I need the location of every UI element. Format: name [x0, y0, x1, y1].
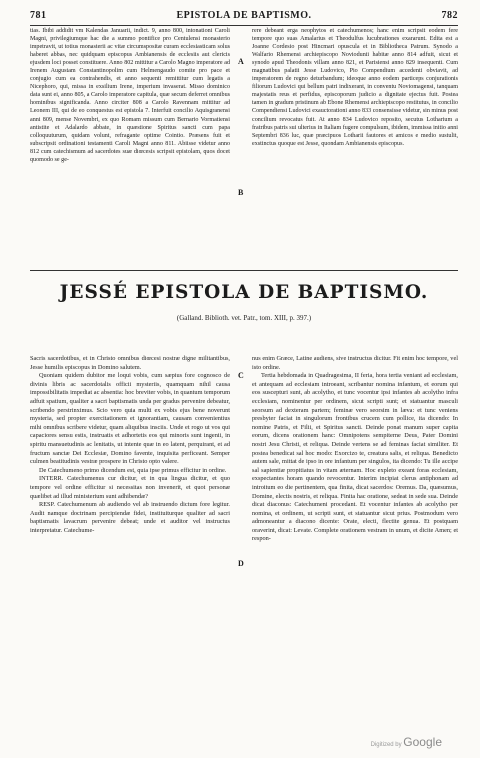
page-number-right: 782: [441, 10, 458, 21]
running-head-title: EPISTOLA DE BAPTISMO.: [176, 10, 312, 21]
section-rule: [30, 270, 458, 271]
letter-column-left: [30, 355, 230, 727]
paragraph: RESP. Catechumenum ab audiendo vel ab instruendo dictum fore legitur. Audit namque doctrinam percipiendæ fidei, instituiturque qualiter ad sacri baptismatis lavacrum pervenire debeat; unde et auditor vel instructus interpretatur. Catechume-: [30, 501, 230, 534]
paragraph: De Catechumeno primo dicendum est, quia ipse primus efficitur in ordine.: [39, 466, 227, 474]
paragraph: rere debeant erga neophytos et catechumenos; hanc enim scripsit eodem fere tempore quo suas Amalarius et Theodulfus lucubrationes exararunt. Edita est a Joanne Cordesio post Hincmari opuscula et in Bibliotheca Patrum. Synodo a Walfario Rhemensi archiepiscopo Noviodunii habitæ anno 814 adfuit, sicut et synodo apud Theodonis villam anno 821, et Parisiensi anno 829 insequenti. Cum magnatibus palatii Jesse Ludovico, Pio Compendium accedenti obviavit, ad imperatorem de regno deturbandum; ideoque anno eodem particeps conjurationis filiorum Ludovici qui bellum patri indixerant, in conventu Noviomagensi, tanquam majestatis reus et perfidus, episcoporum judicio a dignitate ejectus fuit. Postea tamen in gradum pristinum ab Ebone Rhemensi archiepiscopo restitutus, in concilio Compendiensi Ludovici exauctorationi anno 833 consensisse videtur, sin minus post concilium revocatus fuit. At anno 834 Ludovico reposito, secutus Lotharium a fratribus patris sui ulterius in Italiam fugere compulsum, ibidem, immissa initio anni Septembri 836 luc, quæ præcipuos Lotharii fautores et amicos e medio sustulit, exstinctus quoque est Jesse, quondam Ambianensis episcopus.: [252, 28, 458, 147]
watermark-prefix: Digitized by: [370, 742, 402, 748]
margin-letter-d: D: [238, 559, 244, 568]
paragraph: INTERR. Catechumenus cur dicitur, et in qua lingua dicitur, et quo tempore vel ordine efficitur si necessitas non invenerit, et quot personæ quælibet ad illud ministerium sunt adhibendæ?: [30, 475, 230, 500]
running-head: [30, 10, 458, 24]
letter-column-right: [252, 355, 458, 727]
paragraph: Tertia hebdomada in Quadragesima, II feria, hora tertia veniant ad ecclesiam, et antequam ad ecclesiam introeant, scribantur nomina infantum, et eorum qui eos suscepturi sunt, ab acolytho, et tunc vocentur ipsi infantes ab acolytho infra ecclesiam, nominentur per ordinem, sicut scripti sunt; et statuantur masculi seorsum ad dexteram partem; feminæ vero seorsim in læva: et tunc veniens presbyter faciat in singulorum frontibus crucem cum pollice, ita dicendo: In nomine Patris, et Filii, et Spiritus sancti. Deinde ponat manum super capita eorum, dicens orationem hanc: Omnipotens sempiterne Deus, Pater Domini nostri Jesu Christi, et reliqua. Deinde vertens se ad feminas faciat similiter. Et postea benedicat sal hoc modo: Exorcizo te, creatura salis, et reliqua. Benedicto autem sale, mittat de ipso in ore infantum per singulos, ita dicendo: Tu ille accipe sal sapientiæ propitiatus in vitam æternam. Hoc expleto exeant foras ecclesiam, exspectantes horam quando revocentur. Interim incipiat clerus antiphonam ad introitum eo die pertinentem, qua finita, dicat sacerdos: Oremus. Da, quæsumus, Domine, electis nostris, et reliqua. Finita hac oratione, sedeat in sede sua. Deinde dicat diaconus: Catechumeni procedant. Et vocentur infantes ab acolytho per nomina, et ordinem, ut scripti sunt, et statuantur sicut prius. Postmodum vero admoneantur a diacono dicente: Orate, electi, flectite genua. Et postquam oraverint, dicat: Levate. Complete orationem vestram in unum, et dicite Amen; et respon-: [252, 372, 458, 543]
margin-letter-b: B: [238, 188, 244, 197]
margin-letter-c: C: [238, 371, 244, 380]
preface-column-right: [252, 27, 458, 265]
preface-column-left: [30, 27, 230, 265]
paragraph: tias. Ibibi addidit vm Kalendas Januarii, indict. 9, anno 800, intonationi Caroli Magni, privilegiumque hac die a summo pontifice pro Centulensi monasterio impetravit, ut totius monasterii ac vitæ circumspositæ curam ecclesiasticam solus haberet abbas, nec quidquam episcopus Ambianensis de ecclesiis aut clericis ejusdem loci posset constituere. Anno 802 mittitur a Carolo Magno imperatore ad Irenem Augustam Constantinopolim cum Helmengaudo comite pro pace et conjugio cum ea contrahendis, et anno sequenti remittitur cum legatis a Nicephoro, qui, missa in exsilium Irene, imperium invaserat. Misso dominico data sunt ei, anno 805, a Carolo imperatore capitula, quæ secum deferret omnibus hominibus significanda. Anno circiter 808 a Carolo Ravennam mittitur ad Leonem III, qui de eo conquestus est epistola 7. Interfuit concilio Aquisgranensi anni 809, mense Novembri, ex quo Romam missum cum Bernario Vormatiensi antistite et Adalardo abbate, in quæstione Spiritus sancti cum papa colloquuturum, quidam volunt, refragante optime Cointio. Præsens fuit et subscripsit ordinationi testamenti Caroli Magni anno 811. Abiisse videtur anno 812 cum catechismum ad sacerdotes suæ diœcesis scripsit epistolam, quos docet quomodo se ge-: [30, 28, 230, 163]
paragraph: Sacris sacerdotibus, et in Christo omnibus diœcesi nostræ digne militantibus, Jesse humilis episcopus in Domino salutem.: [30, 355, 230, 371]
margin-letter-a: A: [238, 57, 244, 66]
document-title: JESSÉ EPISTOLA DE BAPTISMO.: [59, 282, 429, 303]
page-number-left: 781: [30, 10, 47, 21]
paragraph: Quoniam quidem dubitor me loqui vobis, cum sæpius fore cognosco de divinis libris ac sacerdotalis officii mysteriis, quamquam nihil causa impossibilitatis impediat ac absentia: hoc breviter vobis, in quantum temporum adfuit spatium, qualiter a sacri baptismatis unda per gradus pervenire debeatur, scribendo perstrinximus. Scio vero quia multi ex vobis ejus bene noverunt mysteria, sed propter exercitationem et ignorantiam, causam convenientius mihi omnibus scribere videtur, quam aliquibus insciis. Unde et rogo ut vos qui capaciores sensu estis, instruatis et adhortetis eos qui minoris sunt ingenii, in spiritu mansuetudinis ac lenitatis, ut intente quæ in eo latent, perquirant, et ad fructum sanctæ Dei Ecclesiæ, Domino favente, inquisita perficeant. Semper culmen beatitudinis vestræ prospere in Christo opto valere.: [30, 372, 230, 466]
digitized-watermark: [371, 735, 442, 749]
paragraph: nus enim Græce, Latine audiens, sive instructus dicitur. Fit enim hoc tempore, vel isto ordine.: [252, 355, 458, 371]
header-rule: [30, 25, 458, 26]
google-logo: Google: [403, 735, 442, 749]
source-citation: (Galland. Biblioth. vet. Patr., tom. XIII, p. 397.): [176, 314, 312, 322]
